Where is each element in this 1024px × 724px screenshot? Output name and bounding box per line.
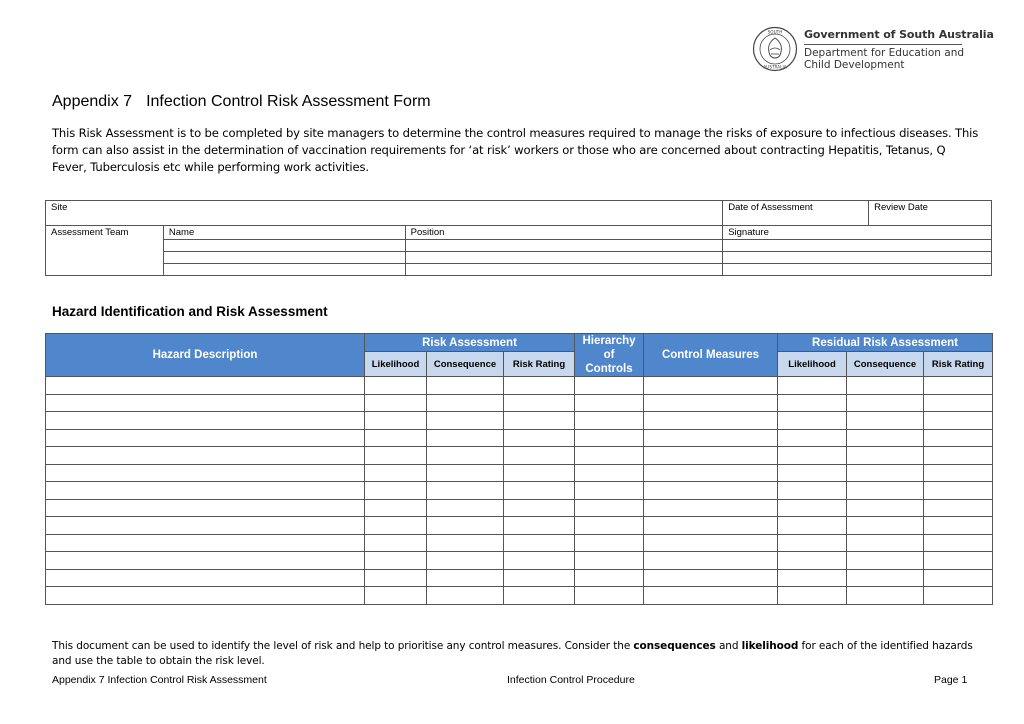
- control-measures-cell[interactable]: [644, 412, 778, 430]
- hazard-description-cell[interactable]: [46, 517, 365, 535]
- residual-consequence-cell[interactable]: [847, 429, 924, 447]
- signature-label: Signature: [728, 227, 769, 238]
- risk-rating-cell[interactable]: [504, 517, 575, 535]
- control-measures-cell[interactable]: [644, 552, 778, 570]
- control-measures-cell[interactable]: [644, 499, 778, 517]
- hazard-description-cell[interactable]: [46, 394, 365, 412]
- hazard-description-cell[interactable]: [46, 534, 365, 552]
- south-australia-seal-icon: [752, 26, 798, 72]
- residual-risk-rating-cell[interactable]: [924, 552, 993, 570]
- hierarchy-line-3: Controls: [585, 363, 633, 375]
- residual-consequence-cell[interactable]: [847, 517, 924, 535]
- consequence-cell[interactable]: [427, 517, 504, 535]
- likelihood-cell[interactable]: [365, 464, 427, 482]
- risk-rating-cell[interactable]: [504, 482, 575, 500]
- consequence-cell[interactable]: [427, 534, 504, 552]
- table-row: [46, 499, 993, 517]
- team-signature-cell[interactable]: [723, 240, 992, 252]
- risk-rating-cell[interactable]: [504, 499, 575, 517]
- residual-likelihood-cell[interactable]: [778, 517, 847, 535]
- hazard-description-cell[interactable]: [46, 412, 365, 430]
- residual-consequence-header: Consequence: [847, 352, 924, 377]
- page-title: [52, 93, 431, 111]
- residual-risk-rating-cell[interactable]: [924, 569, 993, 587]
- consequence-cell[interactable]: [427, 464, 504, 482]
- control-measures-cell[interactable]: [644, 482, 778, 500]
- hierarchy-cell[interactable]: [575, 569, 644, 587]
- risk-rating-cell[interactable]: [504, 587, 575, 605]
- team-position-cell[interactable]: [405, 240, 723, 252]
- likelihood-header: Likelihood: [365, 352, 427, 377]
- risk-rating-cell[interactable]: [504, 412, 575, 430]
- residual-consequence-cell[interactable]: [847, 412, 924, 430]
- table-row: [46, 394, 993, 412]
- table-row: [46, 429, 993, 447]
- residual-likelihood-cell[interactable]: [778, 499, 847, 517]
- residual-consequence-cell[interactable]: [847, 552, 924, 570]
- team-name-cell[interactable]: [163, 252, 405, 264]
- consequence-cell[interactable]: [427, 394, 504, 412]
- residual-consequence-cell[interactable]: [847, 464, 924, 482]
- appendix-number: Appendix 7: [52, 93, 133, 110]
- hierarchy-cell[interactable]: [575, 517, 644, 535]
- consequence-cell[interactable]: [427, 552, 504, 570]
- table-row: [46, 412, 993, 430]
- signature-header: [723, 226, 992, 240]
- risk-rating-cell[interactable]: [504, 552, 575, 570]
- hierarchy-of-controls-header: [575, 334, 644, 377]
- footer-procedure-name: Infection Control Procedure: [507, 674, 635, 686]
- risk-rating-cell[interactable]: [504, 429, 575, 447]
- residual-likelihood-cell[interactable]: [778, 534, 847, 552]
- review-date-label: Review Date: [874, 202, 928, 213]
- position-header: [405, 226, 723, 240]
- section-heading: Hazard Identification and Risk Assessment: [52, 304, 328, 319]
- residual-likelihood-cell[interactable]: [778, 464, 847, 482]
- risk-rating-cell[interactable]: [504, 447, 575, 465]
- hierarchy-cell[interactable]: [575, 429, 644, 447]
- hazard-description-cell[interactable]: [46, 482, 365, 500]
- likelihood-cell[interactable]: [365, 429, 427, 447]
- table-row: [46, 552, 993, 570]
- residual-consequence-cell[interactable]: [847, 587, 924, 605]
- control-measures-cell[interactable]: [644, 429, 778, 447]
- residual-consequence-cell[interactable]: [847, 569, 924, 587]
- control-measures-header: Control Measures: [644, 334, 778, 377]
- risk-rating-cell[interactable]: [504, 394, 575, 412]
- hazard-description-cell[interactable]: [46, 587, 365, 605]
- note-text-2: and: [715, 640, 742, 652]
- hazard-description-cell[interactable]: [46, 464, 365, 482]
- risk-rating-cell[interactable]: [504, 464, 575, 482]
- note-bold-consequences: consequences: [633, 640, 716, 652]
- position-label: Position: [410, 227, 445, 238]
- team-signature-cell[interactable]: [723, 264, 992, 276]
- residual-risk-rating-cell[interactable]: [924, 429, 993, 447]
- site-label: Site: [51, 202, 68, 213]
- team-name-cell[interactable]: [163, 264, 405, 276]
- likelihood-cell[interactable]: [365, 587, 427, 605]
- residual-consequence-cell[interactable]: [847, 534, 924, 552]
- date-of-assessment-field[interactable]: [723, 201, 869, 226]
- table-row: [46, 377, 993, 395]
- control-measures-cell[interactable]: [644, 464, 778, 482]
- site-details-table: [45, 200, 992, 276]
- residual-risk-rating-cell[interactable]: [924, 482, 993, 500]
- likelihood-cell[interactable]: [365, 552, 427, 570]
- residual-likelihood-cell[interactable]: [778, 412, 847, 430]
- date-of-assessment-label: Date of Assessment: [728, 202, 813, 213]
- likelihood-cell[interactable]: [365, 482, 427, 500]
- consequence-cell[interactable]: [427, 482, 504, 500]
- svg-text:AUSTRALIA: AUSTRALIA: [763, 64, 787, 70]
- consequence-cell[interactable]: [427, 569, 504, 587]
- residual-consequence-cell[interactable]: [847, 377, 924, 395]
- review-date-field[interactable]: [869, 201, 992, 226]
- consequence-cell[interactable]: [427, 499, 504, 517]
- residual-likelihood-cell[interactable]: [778, 482, 847, 500]
- hierarchy-cell[interactable]: [575, 412, 644, 430]
- department-line-1: Department for Education and: [804, 47, 965, 59]
- risk-rating-cell[interactable]: [504, 534, 575, 552]
- control-measures-cell[interactable]: [644, 377, 778, 395]
- team-position-cell[interactable]: [405, 252, 723, 264]
- footer-page-number: Page 1: [934, 674, 968, 686]
- footer-document-name: Appendix 7 Infection Control Risk Assessment: [52, 674, 267, 686]
- table-row: [46, 587, 993, 605]
- likelihood-cell[interactable]: [365, 377, 427, 395]
- table-row: [46, 534, 993, 552]
- likelihood-cell[interactable]: [365, 517, 427, 535]
- consequence-cell[interactable]: [427, 377, 504, 395]
- assessment-team-label: [46, 226, 164, 276]
- hazard-description-cell[interactable]: [46, 429, 365, 447]
- residual-risk-rating-cell[interactable]: [924, 587, 993, 605]
- residual-risk-rating-cell[interactable]: [924, 464, 993, 482]
- residual-risk-rating-cell[interactable]: [924, 394, 993, 412]
- hierarchy-cell[interactable]: [575, 447, 644, 465]
- residual-likelihood-cell[interactable]: [778, 447, 847, 465]
- risk-rating-cell[interactable]: [504, 569, 575, 587]
- table-row: [46, 569, 993, 587]
- risk-rating-header: Risk Rating: [504, 352, 575, 377]
- note-text-1: This document can be used to identify the level of risk and help to prioritise any control measures. Consider the: [52, 640, 634, 652]
- likelihood-cell[interactable]: [365, 534, 427, 552]
- hierarchy-cell[interactable]: [575, 377, 644, 395]
- hierarchy-cell[interactable]: [575, 464, 644, 482]
- likelihood-cell[interactable]: [365, 447, 427, 465]
- likelihood-cell[interactable]: [365, 569, 427, 587]
- hazard-table-body: [46, 377, 993, 605]
- note-bold-likelihood: likelihood: [741, 640, 799, 652]
- control-measures-cell[interactable]: [644, 569, 778, 587]
- table-row: [46, 517, 993, 535]
- table-row: [46, 464, 993, 482]
- control-measures-cell[interactable]: [644, 517, 778, 535]
- hazard-description-header: Hazard Description: [46, 334, 365, 377]
- hazard-description-cell[interactable]: [46, 447, 365, 465]
- hierarchy-cell[interactable]: [575, 394, 644, 412]
- residual-likelihood-cell[interactable]: [778, 552, 847, 570]
- hazard-table: [45, 333, 993, 605]
- name-header: [163, 226, 405, 240]
- hierarchy-cell[interactable]: [575, 587, 644, 605]
- consequence-cell[interactable]: [427, 587, 504, 605]
- consequence-cell[interactable]: [427, 429, 504, 447]
- name-label: Name: [168, 227, 195, 238]
- logo-divider: [804, 44, 962, 45]
- likelihood-cell[interactable]: [365, 412, 427, 430]
- site-field[interactable]: [46, 201, 723, 226]
- intro-paragraph: This Risk Assessment is to be completed by site managers to determine the control measures required to manage the risks of exposure to infectious diseases. This form can also assist in the determination of vaccination requirements for ‘at risk’ workers or those who are concerned about contracting Hepatitis, Tetanus, Q Fever, Tuberculosis etc while performing work activities.: [52, 126, 979, 174]
- government-logo: [752, 26, 1012, 74]
- hierarchy-cell[interactable]: [575, 482, 644, 500]
- residual-risk-rating-cell[interactable]: [924, 517, 993, 535]
- usage-note: [52, 639, 992, 669]
- svg-text:SOUTH: SOUTH: [767, 29, 783, 35]
- residual-risk-rating-cell[interactable]: [924, 412, 993, 430]
- hierarchy-cell[interactable]: [575, 534, 644, 552]
- team-name-cell[interactable]: [163, 240, 405, 252]
- government-name: Government of South Australia: [804, 28, 994, 41]
- hazard-description-cell[interactable]: [46, 552, 365, 570]
- residual-likelihood-cell[interactable]: [778, 394, 847, 412]
- residual-likelihood-cell[interactable]: [778, 429, 847, 447]
- department-line-2: Child Development: [804, 59, 905, 71]
- hazard-description-cell[interactable]: [46, 377, 365, 395]
- table-row: [46, 482, 993, 500]
- control-measures-cell[interactable]: [644, 394, 778, 412]
- hazard-description-cell[interactable]: [46, 499, 365, 517]
- consequence-cell[interactable]: [427, 447, 504, 465]
- likelihood-cell[interactable]: [365, 499, 427, 517]
- residual-consequence-cell[interactable]: [847, 447, 924, 465]
- team-signature-cell[interactable]: [723, 252, 992, 264]
- residual-risk-rating-header: Risk Rating: [924, 352, 993, 377]
- residual-likelihood-cell[interactable]: [778, 587, 847, 605]
- risk-rating-cell[interactable]: [504, 377, 575, 395]
- control-measures-cell[interactable]: [644, 447, 778, 465]
- control-measures-cell[interactable]: [644, 587, 778, 605]
- department-name: [804, 47, 1004, 71]
- residual-risk-rating-cell[interactable]: [924, 534, 993, 552]
- consequence-header: Consequence: [427, 352, 504, 377]
- hazard-description-cell[interactable]: [46, 569, 365, 587]
- residual-likelihood-cell[interactable]: [778, 569, 847, 587]
- note-text-3: for each of the identified hazards and use the table to obtain the risk level.: [52, 640, 973, 667]
- residual-likelihood-header: Likelihood: [778, 352, 847, 377]
- likelihood-cell[interactable]: [365, 394, 427, 412]
- hierarchy-cell[interactable]: [575, 499, 644, 517]
- residual-consequence-cell[interactable]: [847, 482, 924, 500]
- form-title: Infection Control Risk Assessment Form: [146, 93, 431, 110]
- hierarchy-line-2: of: [603, 349, 615, 361]
- consequence-cell[interactable]: [427, 412, 504, 430]
- hierarchy-line-1: Hierarchy: [582, 335, 636, 347]
- table-row: [46, 447, 993, 465]
- residual-risk-assessment-header: Residual Risk Assessment: [778, 334, 993, 352]
- residual-consequence-cell[interactable]: [847, 499, 924, 517]
- residual-risk-rating-cell[interactable]: [924, 447, 993, 465]
- control-measures-cell[interactable]: [644, 534, 778, 552]
- assessment-team-text: Assessment Team: [51, 227, 129, 238]
- team-position-cell[interactable]: [405, 264, 723, 276]
- residual-likelihood-cell[interactable]: [778, 377, 847, 395]
- residual-consequence-cell[interactable]: [847, 394, 924, 412]
- residual-risk-rating-cell[interactable]: [924, 499, 993, 517]
- hierarchy-cell[interactable]: [575, 552, 644, 570]
- residual-risk-rating-cell[interactable]: [924, 377, 993, 395]
- risk-assessment-header: Risk Assessment: [365, 334, 575, 352]
